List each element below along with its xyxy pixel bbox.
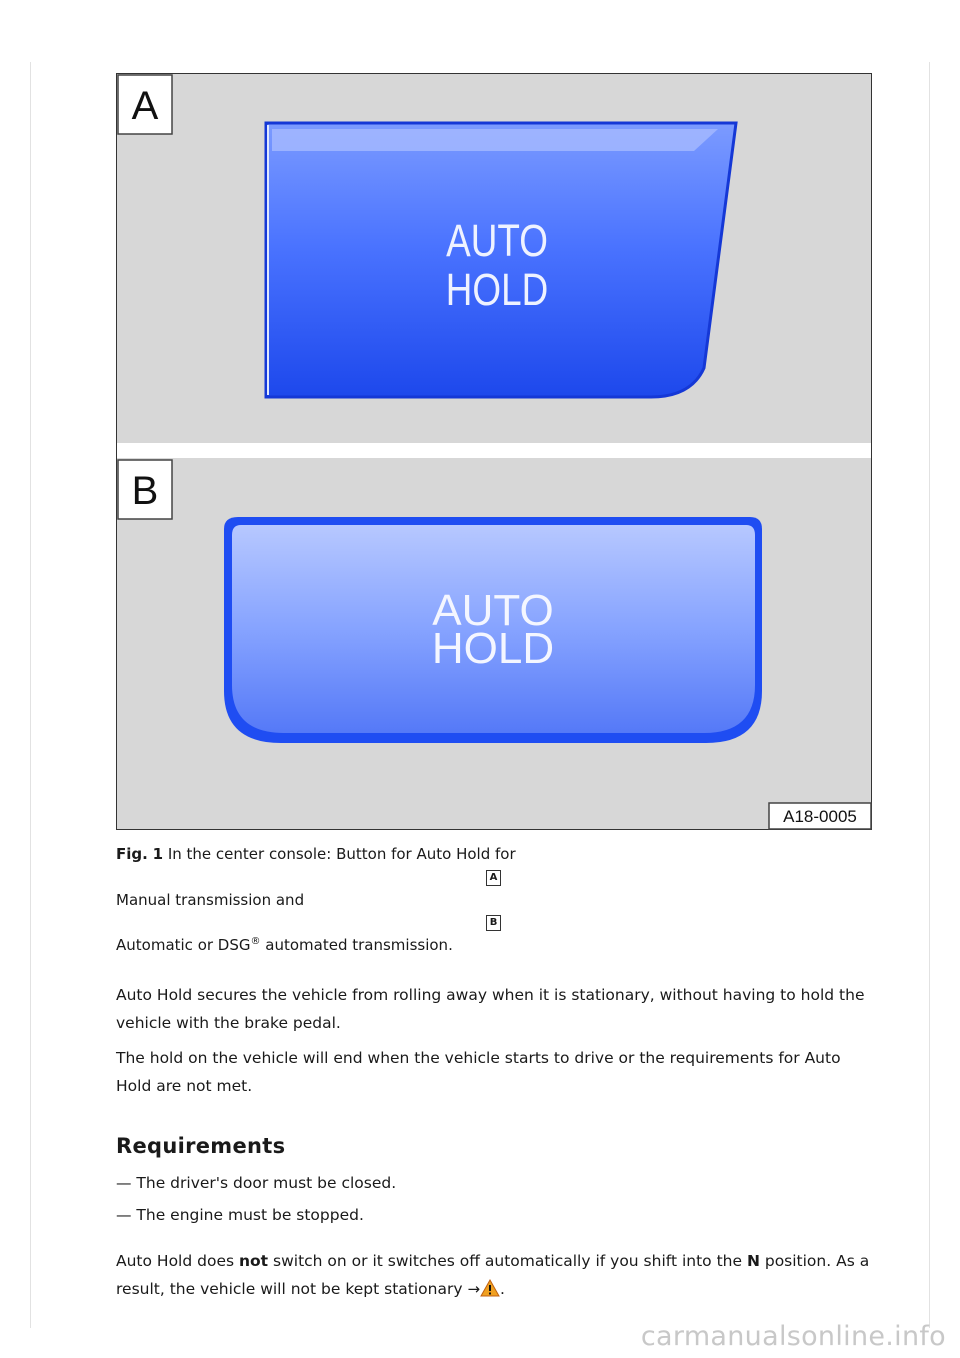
caption-marker-a: A [486, 870, 501, 886]
panel-a-button-line1: AUTO [446, 215, 548, 266]
caption-fig-number: 1 [152, 845, 164, 863]
panel-b-button-line2: HOLD [431, 624, 555, 673]
panel-a-button [266, 123, 736, 397]
auto-hold-figure [116, 73, 872, 830]
page-rule-left [30, 62, 31, 1328]
neutral-note-paragraph [116, 1248, 876, 1306]
hold-end-paragraph: The hold on the vehicle will end when the vehicle starts to drive or the requirements for Auto Hold are not met. [116, 1049, 841, 1095]
figure-code: A18-0005 [783, 807, 857, 826]
caption-intro-line [116, 843, 516, 865]
caption-line-a: Manual transmission and [116, 891, 305, 909]
panel-b-button-line1: AUTO [432, 586, 554, 635]
requirements-heading: Requirements [116, 1134, 286, 1158]
requirement-item-engine: — The engine must be stopped. [116, 1206, 364, 1224]
watermark-logo: carmanualsonline.info [640, 1321, 946, 1352]
caption-line-b-prefix: Automatic or DSG [116, 936, 251, 954]
caption-line-b [116, 934, 453, 956]
note-text-1: Auto Hold does [116, 1252, 239, 1270]
caption-marker-b: B [486, 915, 501, 931]
cross-reference-arrow[interactable]: → [467, 1279, 481, 1298]
note-bold-n: N [746, 1252, 760, 1270]
requirement-item-door: — The driver's door must be closed. [116, 1174, 397, 1192]
warning-triangle-icon[interactable] [480, 1279, 500, 1307]
caption-fig-label: Fig. [116, 845, 148, 863]
note-text-3: position. As a result, the vehicle will not be kept stationary [116, 1252, 870, 1298]
panel-a-button-line2: HOLD [445, 264, 549, 315]
panel-b-label: B [131, 469, 159, 513]
caption-intro: In the center console: Button for Auto Hold for [167, 845, 516, 863]
note-text-2: switch on or it switches off automatically if you shift into the [268, 1252, 747, 1270]
caption-line-b-suffix: automated transmission. [260, 936, 453, 954]
note-end: . [500, 1279, 505, 1298]
panel-b-button [224, 517, 762, 743]
figure-divider [117, 443, 871, 458]
note-bold-not: not [239, 1252, 269, 1270]
panel-a-label: A [131, 84, 159, 128]
intro-paragraph: Auto Hold secures the vehicle from rolling away when it is stationary, without having to hold the vehicle with the brake pedal. [116, 986, 865, 1032]
registered-mark: ® [250, 936, 261, 947]
page-rule-right [929, 62, 930, 1328]
